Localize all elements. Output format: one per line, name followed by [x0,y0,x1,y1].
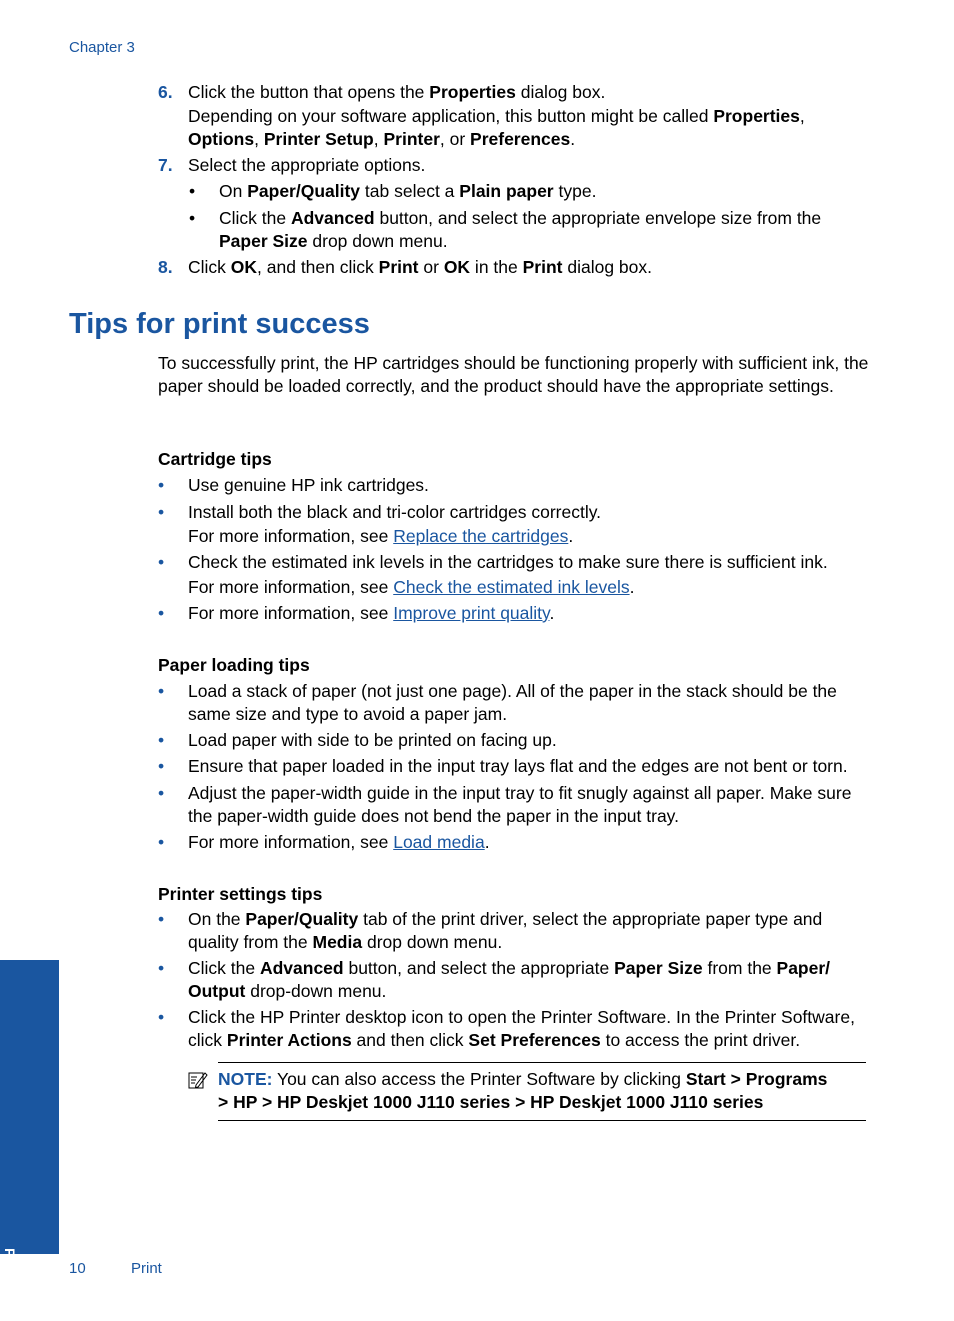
note-top-rule [218,1062,866,1063]
step-text: Click OK, and then click Print or OK in the Print dialog box. [188,257,652,277]
bullet: • [158,681,165,701]
list-item: Click the Advanced button, and select the appropriate Paper Size from the Paper/ Output drop-down menu. [188,958,831,1001]
bullet: • [189,208,196,228]
bullet: • [158,502,165,522]
list-item: Load a stack of paper (not just one page). All of the paper in the stack should be the same size and type to avoid a paper jam. [188,681,837,724]
bullet: • [158,958,165,978]
bullet: • [158,783,165,803]
list-item: Click the HP Printer desktop icon to open the Printer Software. In the Printer Software, click Printer Actions and then click Set Preferences to access the print driver. [188,1007,855,1050]
list-item: On the Paper/Quality tab of the print driver, select the appropriate paper type and quality from the Media drop down menu. [188,909,823,952]
bullet: • [158,1007,165,1027]
bullet: • [158,756,165,776]
cartridge-tips-heading: Cartridge tips [158,449,272,469]
printer-tips-heading: Printer settings tips [158,884,323,904]
sub-item: Click the Advanced button, and select the appropriate envelope size from the Paper Size drop down menu. [219,208,822,251]
step-text: Click the button that opens the Properties dialog box. [188,82,606,102]
side-chapter-tab [0,960,59,1254]
bullet: • [158,730,165,750]
sub-item: On Paper/Quality tab select a Plain paper type. [219,181,597,201]
list-item: Install both the black and tri-color cartridges correctly. [188,502,602,522]
bullet: • [158,832,165,852]
chapter-header: Chapter 3 [69,39,135,56]
list-item: Adjust the paper-width guide in the input tray to fit snugly against all paper. Make sure the paper-width guide does not bend the paper in the input tray. [188,783,852,826]
more-info: For more information, see Replace the cartridges. [188,526,574,546]
improve-print-quality-link[interactable]: Improve print quality [393,603,550,623]
load-media-link[interactable]: Load media [393,832,485,852]
step-detail: Depending on your software application, this button might be called Properties, Options, Printer Setup, Printer, or Preferences. [188,106,805,149]
note-pencil-icon [188,1070,208,1090]
paper-tips-heading: Paper loading tips [158,655,310,675]
list-item: Check the estimated ink levels in the cartridges to make sure there is sufficient ink. [188,552,828,572]
bullet: • [158,475,165,495]
step-text: Select the appropriate options. [188,155,426,175]
page-number: 10 [69,1260,86,1277]
more-info: For more information, see Check the estimated ink levels. [188,577,635,597]
step-number: 6. [158,82,173,102]
bullet: • [158,603,165,623]
section-intro: To successfully print, the HP cartridges should be functioning properly with sufficient ink, the paper should be loaded correctly, and the product should have the appropriate settings. [158,353,869,396]
check-ink-levels-link[interactable]: Check the estimated ink levels [393,577,630,597]
note-label: NOTE: [218,1069,273,1089]
section-title: Tips for print success [69,308,370,340]
more-info: For more information, see Load media. [188,832,490,852]
list-item: Ensure that paper loaded in the input tray lays flat and the edges are not bent or torn. [188,756,848,776]
footer-section: Print [131,1260,162,1277]
bullet: • [189,181,196,201]
list-item: Use genuine HP ink cartridges. [188,475,429,495]
step-number: 8. [158,257,173,277]
note-bottom-rule [218,1120,866,1121]
side-tab-label: Print [2,1248,18,1280]
more-info: For more information, see Improve print quality. [188,603,555,623]
step-number: 7. [158,155,173,175]
note-text: NOTE: You can also access the Printer Software by clicking Start > Programs > HP > HP Deskjet 1000 J110 series > HP Deskjet 1000 J110 series [218,1069,828,1112]
bullet: • [158,552,165,572]
list-item: Load paper with side to be printed on facing up. [188,730,557,750]
bullet: • [158,909,165,929]
replace-cartridges-link[interactable]: Replace the cartridges [393,526,569,546]
